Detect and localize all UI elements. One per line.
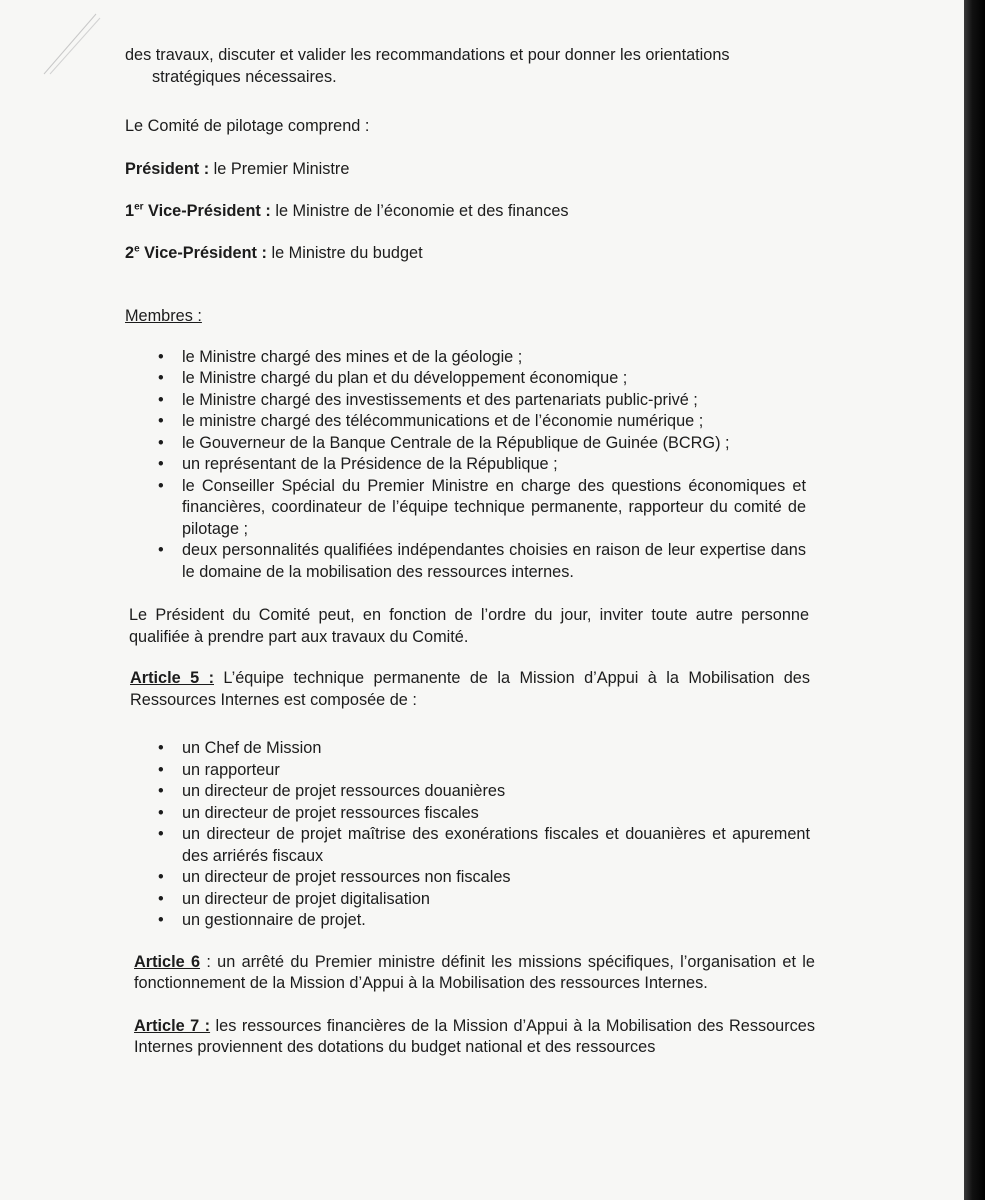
vp1-superscript: er	[134, 201, 144, 213]
president-label: Président :	[125, 159, 210, 178]
president-note: Le Président du Comité peut, en fonction de l’ordre du jour, inviter toute autre personne qualifiée à prendre part aux travaux du Comité.	[129, 606, 809, 646]
vp2-line	[125, 243, 815, 265]
membres-list	[125, 347, 806, 584]
vp2-number: 2	[125, 243, 135, 262]
article-5-text: L’équipe technique permanente de la Mission d’Appui à la Mobilisation des Ressources Internes est composée de :	[130, 669, 811, 709]
vp1-number: 1	[125, 202, 135, 220]
list-item: • le ministre chargé des télécommunications et de l’économie numérique ;	[125, 411, 806, 433]
list-item: • un directeur de projet ressources fiscales	[125, 803, 810, 825]
pen-stroke-mark	[38, 8, 108, 78]
intro-line-2: stratégiques nécessaires.	[152, 67, 337, 86]
article-5-list	[125, 738, 810, 932]
article-5-label: Article 5 :	[130, 669, 214, 687]
president-line	[125, 159, 815, 181]
membres-heading: Membres :	[125, 307, 202, 325]
list-item: • un directeur de projet digitalisation	[125, 889, 810, 911]
article-7	[134, 1016, 815, 1059]
list-item: • le Conseiller Spécial du Premier Ministre en charge des questions économiques et financières, coordinateur de l’équipe technique permanente, rapporteur du comité de pilotage ;	[125, 476, 806, 541]
vp1-label: Vice-Président :	[143, 202, 271, 220]
list-item: • un gestionnaire de projet.	[125, 910, 810, 932]
comite-heading: Le Comité de pilotage comprend :	[125, 117, 370, 135]
vp1-line	[125, 201, 815, 223]
list-item: • un directeur de projet ressources non fiscales	[125, 867, 810, 889]
article-6-text: : un arrêté du Premier ministre définit les missions spécifiques, l’organisation et le fonctionnement de la Mission d’Appui à la Mobilisation des ressources Internes.	[134, 952, 815, 992]
list-item: • un représentant de la Présidence de la République ;	[125, 454, 806, 476]
article-7-label: Article 7 :	[134, 1016, 211, 1035]
article-6-label: Article 6	[134, 952, 201, 971]
list-item: • un directeur de projet maîtrise des exonérations fiscales et douanières et apurement des arriérés fiscaux	[125, 824, 810, 867]
article-7-text: les ressources financières de la Mission d’Appui à la Mobilisation des Ressources Internes proviennent des dotations du budget national et des ressources	[134, 1016, 815, 1056]
list-item: • un Chef de Mission	[125, 738, 810, 760]
list-item: • le Ministre chargé des investissements et des partenariats public-privé ;	[125, 390, 806, 412]
list-item: • deux personnalités qualifiées indépendantes choisies en raison de leur expertise dans le domaine de la mobilisation des ressources internes.	[125, 540, 806, 583]
vp2-superscript: e	[134, 243, 140, 255]
vp2-value: le Ministre du budget	[266, 243, 423, 262]
vp2-label: Vice-Président :	[139, 243, 267, 262]
intro-line-1: des travaux, discuter et valider les recommandations et pour donner les orientations	[125, 46, 730, 64]
scan-dark-edge	[964, 0, 985, 1200]
vp1-value: le Ministre de l’économie et des finances	[270, 202, 569, 220]
list-item: • le Gouverneur de la Banque Centrale de la République de Guinée (BCRG) ;	[125, 433, 806, 455]
list-item: • un directeur de projet ressources douanières	[125, 781, 810, 803]
list-item: • le Ministre chargé du plan et du développement économique ;	[125, 368, 806, 390]
article-6	[134, 952, 815, 995]
list-item: • un rapporteur	[125, 760, 810, 782]
article-5	[130, 668, 810, 711]
president-value: le Premier Ministre	[209, 159, 350, 178]
document-body	[125, 45, 815, 1059]
list-item: • le Ministre chargé des mines et de la géologie ;	[125, 347, 806, 369]
